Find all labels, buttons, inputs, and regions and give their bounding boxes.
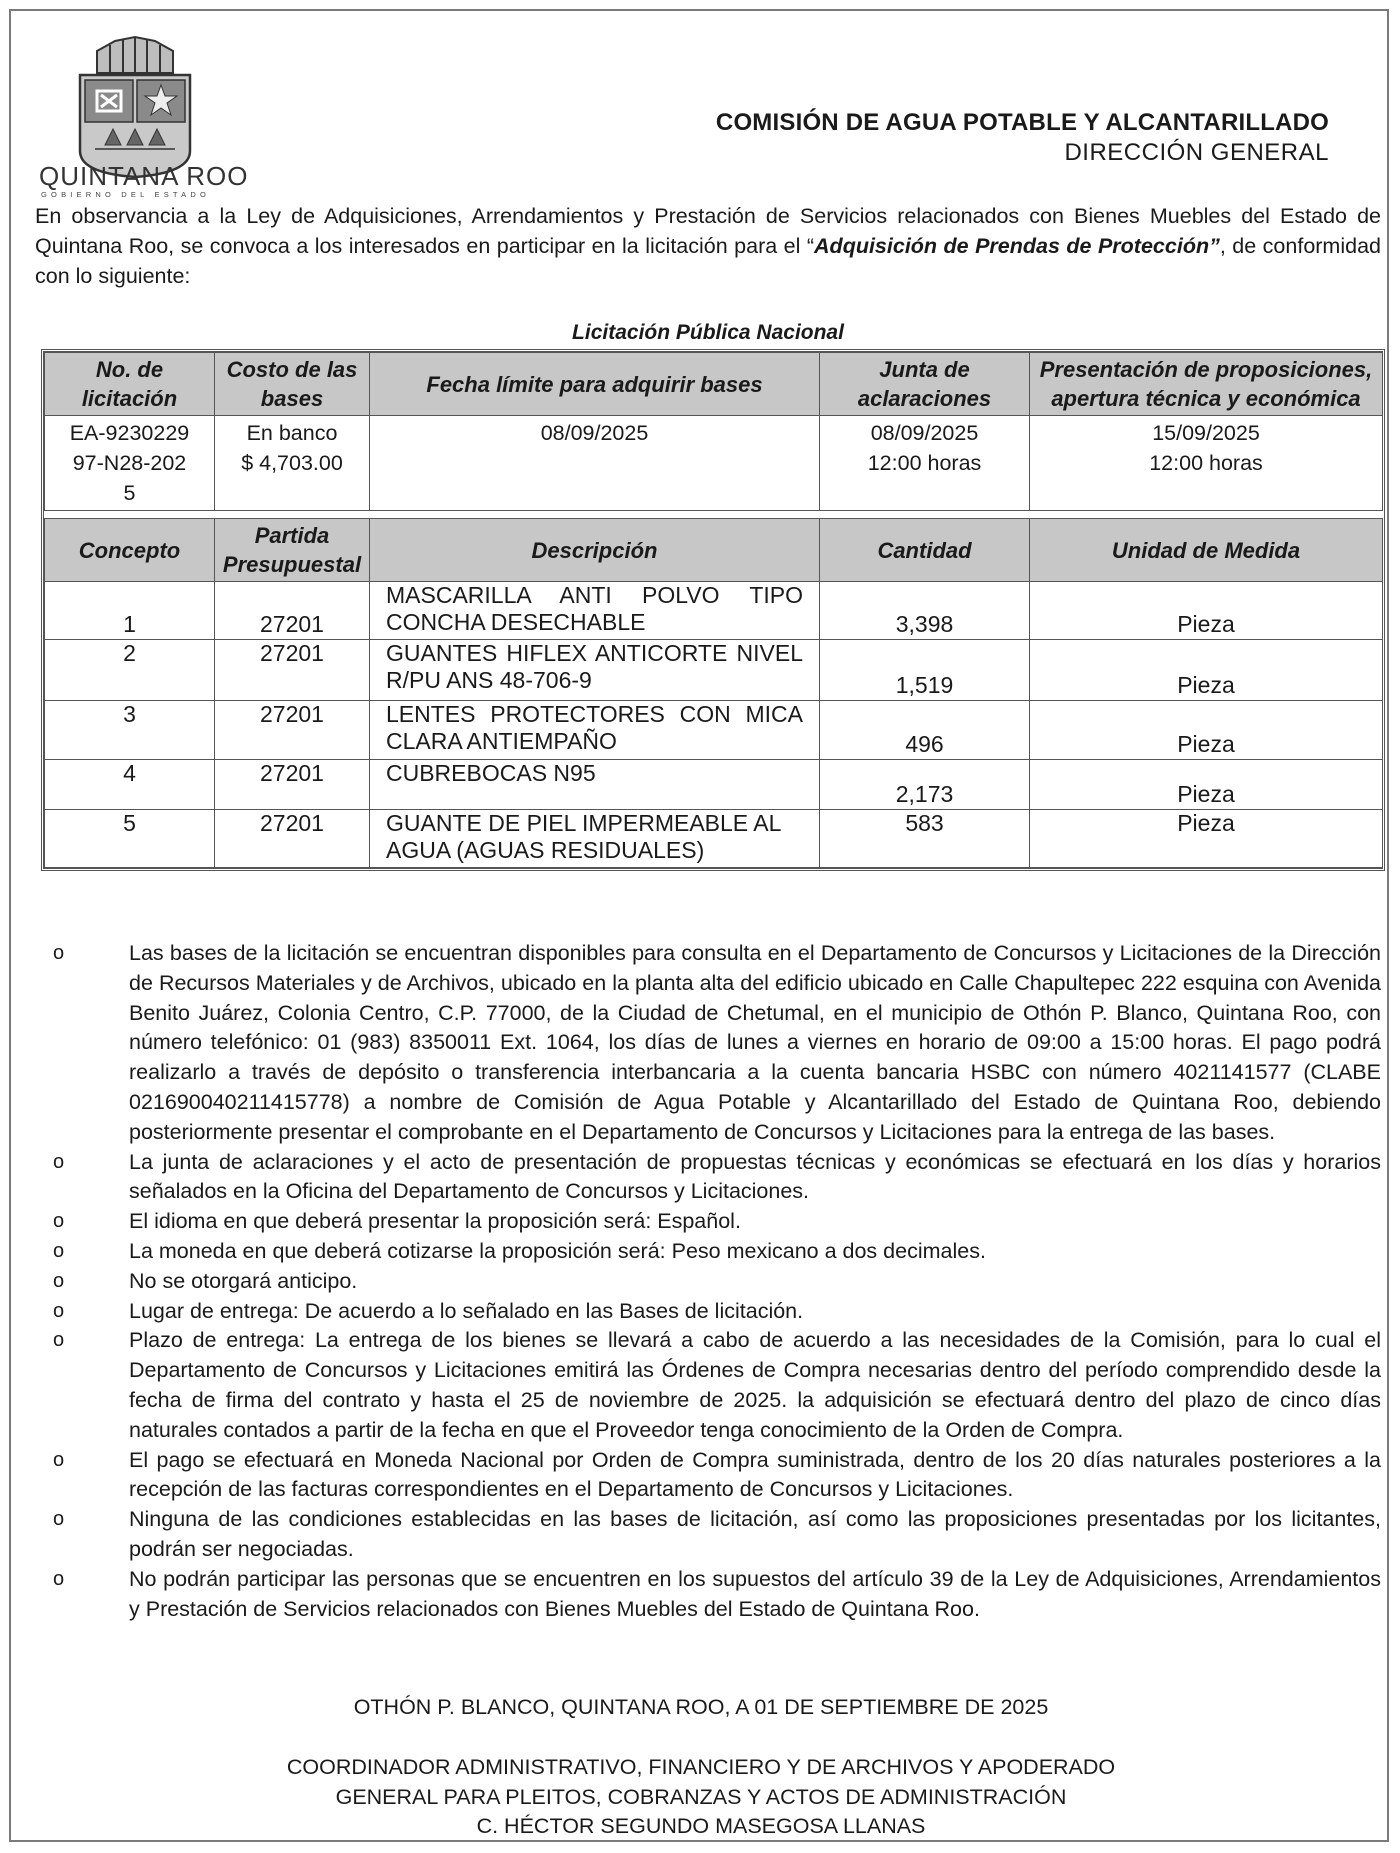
table-row	[45, 760, 1383, 810]
list-item-text: El idioma en que deberá presentar la proposición será: Español.	[129, 1209, 741, 1234]
intro-text-before: En observancia a la Ley de Adquisiciones, Arrendamientos y Prestación de Servicios relacionados con Bienes Muebles del Estado de Quintana Roo, se convoca a los interesados en participar en la licitación para el “	[35, 204, 1381, 258]
partida-cell: 27201	[215, 760, 370, 810]
header-cell: Unidad de Medida	[1030, 519, 1383, 582]
list-item-text: Plazo de entrega: La entrega de los bienes se llevará a cabo de acuerdo a las necesidades de la Comisión, para lo cual el Departamento de Concursos y Licitaciones emitirá las Órdenes de Compra necesarias dentro del período comprendido desde la fecha de firma del contrato y hasta el 25 de noviembre de 2025. la adquisición se efectuará dentro del plazo de cinco días naturales contados a partir de la fecha en que el Proveedor tenga conocimiento de la Orden de Compra.	[129, 1328, 1381, 1442]
concepto-cell: 4	[45, 760, 215, 810]
concepto-cell: 2	[45, 640, 215, 701]
licitacion-data-row	[45, 416, 1383, 511]
bullet-mark: o	[53, 1448, 65, 1471]
intro-paragraph	[35, 201, 1381, 291]
descripcion-cell: CUBREBOCAS N95	[370, 760, 820, 810]
bullet-mark: o	[53, 1239, 65, 1262]
notice-page	[9, 9, 1389, 1842]
unidad-cell: Pieza	[1030, 810, 1383, 868]
bullet-mark: o	[53, 1329, 65, 1352]
concepto-cell: 3	[45, 701, 215, 760]
junta-time: 12:00 horas	[867, 451, 982, 475]
presentacion-proposiciones	[1030, 416, 1383, 511]
header-cell: No. de licitación	[45, 353, 215, 416]
header-cell: Descripción	[370, 519, 820, 582]
header-cell: Concepto	[45, 519, 215, 582]
list-item	[35, 939, 1381, 1148]
header-cell: Fecha límite para adquirir bases	[370, 353, 820, 416]
header-cell: Presentación de proposiciones, apertura técnica y económica	[1030, 353, 1383, 416]
header-cell: Cantidad	[820, 519, 1030, 582]
unidad-cell: Pieza	[1030, 760, 1383, 810]
table-row	[45, 640, 1383, 701]
list-item-text: Lugar de entrega: De acuerdo a lo señalado en las Bases de licitación.	[129, 1298, 804, 1323]
unidad-cell: Pieza	[1030, 640, 1383, 701]
notice-header	[716, 109, 1329, 167]
descripcion-cell: LENTES PROTECTORES CON MICA CLARA ANTIEMPAÑO	[370, 701, 820, 760]
licitacion-header-row	[45, 353, 1383, 416]
bases-cost-label: En banco	[246, 421, 338, 445]
list-item	[35, 1505, 1381, 1565]
list-item	[35, 1446, 1381, 1506]
table-separator	[45, 511, 1383, 519]
list-item-text: No se otorgará anticipo.	[129, 1268, 358, 1293]
junta-aclaraciones	[820, 416, 1030, 511]
organization-name: COMISIÓN DE AGUA POTABLE Y ALCANTARILLADO	[715, 109, 1329, 136]
conditions-list	[35, 939, 1381, 1624]
licitacion-caption: Licitación Pública Nacional	[572, 321, 844, 344]
list-item-text: La moneda en que deberá cotizarse la proposición será: Peso mexicano a dos decimales.	[129, 1238, 986, 1263]
list-item-text: El pago se efectuará en Moneda Nacional por Orden de Compra suministrada, dentro de los 20 días naturales posteriores a la recepción de las facturas correspondientes en el Departamento de Concursos y Licitaciones.	[129, 1447, 1381, 1502]
junta-date: 08/09/2025	[870, 421, 979, 445]
logo-subtitle: GOBIERNO DEL ESTADO	[41, 190, 210, 199]
cantidad-cell: 496	[820, 701, 1030, 760]
signatory-name: C. HÉCTOR SEGUNDO MASEGOSA LLANAS	[476, 1814, 926, 1838]
descripcion-cell: MASCARILLA ANTI POLVO TIPO CONCHA DESECHABLE	[370, 582, 820, 640]
list-item	[35, 1297, 1381, 1327]
presentacion-date: 15/09/2025	[1152, 421, 1260, 445]
bullet-mark: o	[53, 1269, 65, 1292]
logo-state-name: QUINTANA ROO	[39, 161, 249, 191]
signature-block	[11, 1753, 1391, 1842]
signature-line: GENERAL PARA PLEITOS, COBRANZAS Y ACTOS DE ADMINISTRACIÓN	[335, 1784, 1067, 1809]
department-name: DIRECCIÓN GENERAL	[1064, 139, 1329, 166]
table-row	[45, 701, 1383, 760]
separator-cell	[45, 511, 1383, 519]
bullet-mark: o	[53, 1299, 65, 1322]
bullet-mark: o	[53, 1210, 65, 1233]
intro-text-after: , de conformidad con lo siguiente:	[35, 234, 1381, 288]
bullet-mark: o	[53, 942, 65, 964]
partida-cell: 27201	[215, 810, 370, 868]
list-item	[35, 1237, 1381, 1267]
descripcion-cell: GUANTES HIFLEX ANTICORTE NIVEL R/PU ANS 48-706-9	[370, 640, 820, 701]
bullet-mark: o	[53, 1508, 65, 1531]
list-item-text: No podrán participar las personas que se encuentren en los supuestos del artículo 39 de la Ley de Adquisiciones, Arrendamientos y Prestación de Servicios relacionados con Bienes Muebles del Estado de Quintana Roo.	[129, 1566, 1381, 1621]
bases-cost	[215, 416, 370, 511]
list-item-text: La junta de aclaraciones y el acto de presentación de propuestas técnicas y económicas se efectuará en los días y horarios señalados en la Oficina del Departamento de Concursos y Licitaciones.	[129, 1149, 1381, 1204]
descripcion-cell: GUANTE DE PIEL IMPERMEABLE AL AGUA (AGUAS RESIDUALES)	[370, 810, 820, 868]
bases-cost-value: $ 4,703.00	[241, 451, 343, 475]
partida-cell: 27201	[215, 640, 370, 701]
partida-cell: 27201	[215, 701, 370, 760]
presentacion-time: 12:00 horas	[1149, 451, 1263, 475]
concepto-cell: 5	[45, 810, 215, 868]
list-item	[35, 1565, 1381, 1625]
list-item	[35, 1326, 1381, 1445]
list-item	[35, 1207, 1381, 1237]
unidad-cell: Pieza	[1030, 582, 1383, 640]
bullet-mark: o	[53, 1567, 65, 1590]
cantidad-cell: 583	[820, 810, 1030, 868]
items-header-row	[45, 519, 1383, 582]
licitacion-table	[41, 349, 1385, 871]
header-cell: Junta de aclaraciones	[820, 353, 1030, 416]
place-and-date: OTHÓN P. BLANCO, QUINTANA ROO, A 01 DE SEPTIEMBRE DE 2025	[353, 1695, 1049, 1719]
list-item	[35, 1148, 1381, 1208]
partida-cell: 27201	[215, 582, 370, 640]
signature-line: COORDINADOR ADMINISTRATIVO, FINANCIERO Y DE ARCHIVOS Y APODERADO	[286, 1755, 1116, 1779]
cantidad-cell: 3,398	[820, 582, 1030, 640]
list-item-text: Ninguna de las condiciones establecidas en las bases de licitación, así como las proposiciones presentadas por los licitantes, podrán ser negociadas.	[129, 1507, 1381, 1561]
cantidad-cell: 1,519	[820, 640, 1030, 701]
header-cell: Partida Presupuestal	[215, 519, 370, 582]
table-row	[45, 810, 1383, 868]
bases-deadline: 08/09/2025	[370, 416, 820, 511]
intro-emphasis: Adquisición de Prendas de Protección”	[814, 234, 1220, 258]
header-cell: Costo de las bases	[215, 353, 370, 416]
unidad-cell: Pieza	[1030, 701, 1383, 760]
cantidad-cell: 2,173	[820, 760, 1030, 810]
bullet-mark: o	[53, 1150, 65, 1173]
table-row	[45, 582, 1383, 640]
list-item-text: Las bases de la licitación se encuentran disponibles para consulta en el Departamento de Concursos y Licitaciones de la Dirección de Recursos Materiales y de Archivos, ubicado en la planta alta del edificio ubicado en Calle Chapultepec 222 esquina con Avenida Benito Juárez, Colonia Centro, C.P. 77000, de la Ciudad de Chetumal, en el municipio de Othón P. Blanco, Quintana Roo, con número telefónico: 01 (983) 8350011 Ext. 1064, los días de lunes a viernes en horario de 09:00 a 15:00 horas. El pago podrá realizarlo a través de depósito o transferencia interbancaria a la cuenta bancaria HSBC con número 4021141577 (CLABE 021690040211415778) a nombre de Comisión de Agua Potable y Alcantarillado del Estado de Quintana Roo, debiendo posteriormente presentar el comprobante en el Departamento de Concursos y Licitaciones para la entrega de las bases.	[129, 941, 1381, 1144]
list-item	[35, 1267, 1381, 1297]
licitacion-number: EA-923022997-N28-2025	[45, 416, 215, 511]
concepto-cell: 1	[45, 582, 215, 640]
